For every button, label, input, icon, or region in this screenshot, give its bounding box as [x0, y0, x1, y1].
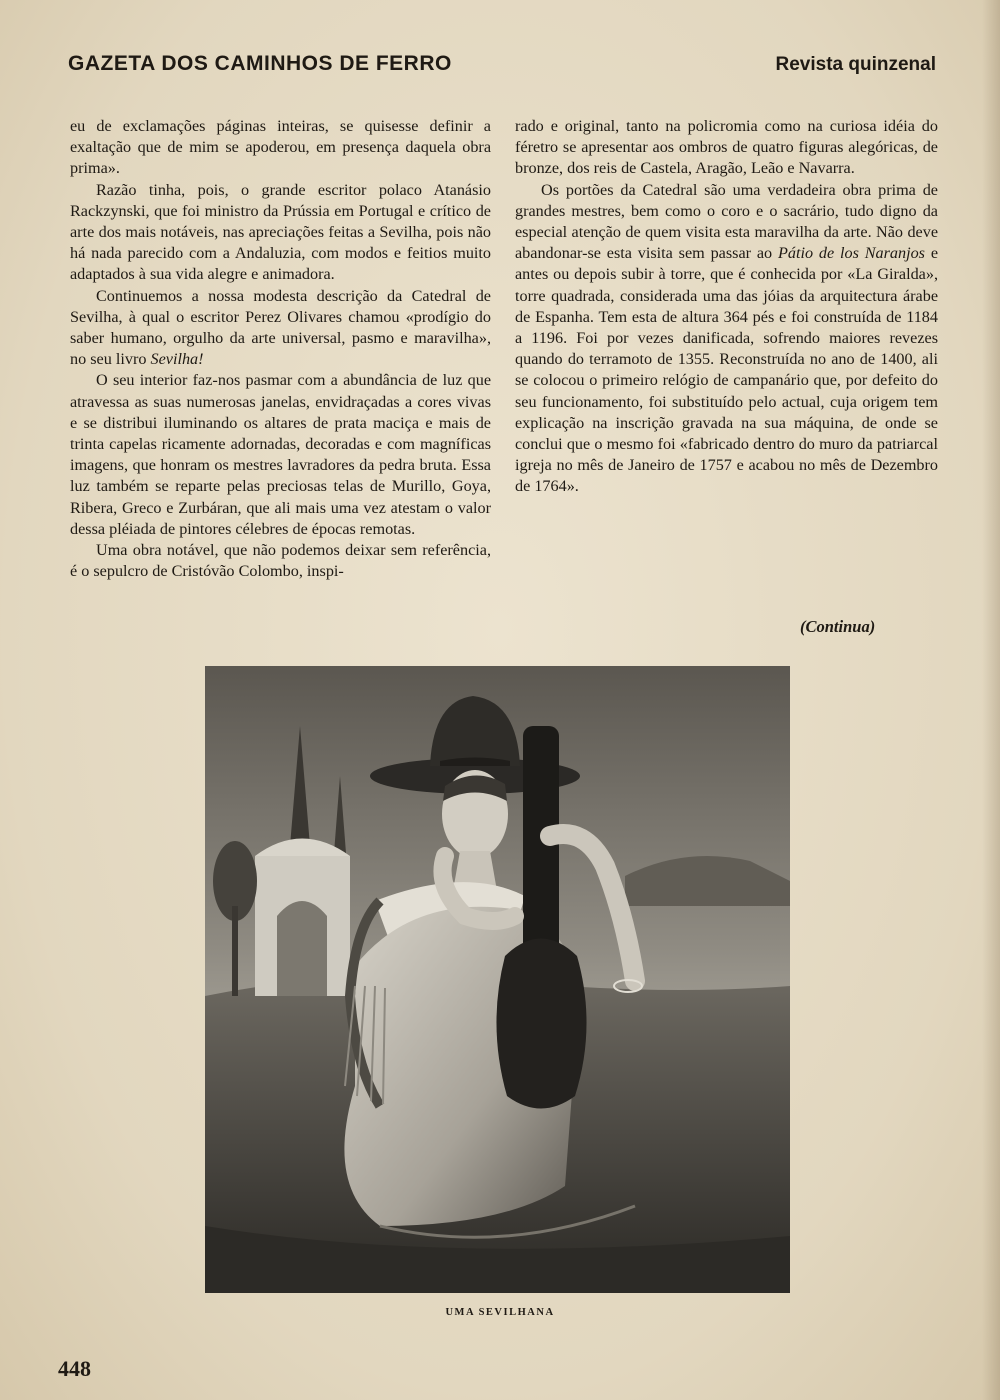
book-title: Sevilha! [150, 350, 204, 369]
paragraph: rado e original, tanto na policromia como na curiosa idéia do féretro se apresentar aos ombros de quatro figuras alegóricas, de bronze, dos reis de Castela, Aragão, Leão e Navarra. [515, 117, 938, 178]
continued-note: (Continua) [800, 617, 876, 636]
sevillana-painting [205, 666, 790, 1293]
paragraph-text: Continuemos a nossa modesta descrição da Catedral de Sevilha, à qual o escritor Perez Olivares chamou «prodígio do saber humano, orgulho da arte universal, pasmo e maravilha», no seu livro [70, 286, 491, 369]
article-column-right [515, 116, 938, 586]
place-name: Pátio de los Naranjos [777, 244, 925, 263]
page-edge-shadow [982, 0, 1000, 1400]
paragraph [515, 180, 938, 498]
paragraph-text: Os portões da Catedral são uma verdadeira obra prima de grandes mestres, bem como o coro e o sacrário, tudo digno da especial atenção de quem visita esta maravilha da arte. Não deve abandonar-se esta visita sem passar ao [515, 180, 938, 263]
illustration-caption: UMA SEVILHANA [445, 1307, 555, 1318]
paragraph-text: e antes ou depois subir à torre, que é conhecida por «La Giralda», torre quadrada, considerada uma das jóias da arquitectura árabe de Espanha. Tem esta de altura 364 pés e foi construída de 1184 a 1196. Foi por vezes danificada, sofrendo maiores revezes quando do terramoto de 1355. Reconstruída no ano de 1400, ali se colocou o primeiro relógio de campanário que, por defeito do seu funcionamento, foi substituído pelo actual, cuja origem tem explicação na inscrição gravada na sua máquina, de onde se conclui que o mesmo foi «fabricado dentro do muro da patriarcal igreja no mês de Janeiro de 1757 e acabou no mês de Dezembro de 1764». [515, 244, 938, 496]
paragraph: Uma obra notável, que não podemos deixar sem referência, é o sepulcro de Cristóvão Colombo, inspi- [70, 541, 491, 581]
page-number: 448 [58, 1356, 91, 1381]
paragraph: O seu interior faz-nos pasmar com a abundância de luz que atravessa as suas numerosas janelas, envidraçadas a cores vivas e se distribui iluminando os altares de prata maciça e mais de trinta capelas ricamente adornadas, decoradas e com magníficas imagens, que honram os mestres lavradores da pedra bruta. Essa luz também se reparte pelas preciosas telas de Murillo, Goya, Ribera, Greco e Zurbáran, que ali mais uma vez atestam o valor dessa pléiada de pintores célebres de épocas remotas. [70, 371, 491, 538]
paragraph [70, 286, 491, 371]
page-header [68, 52, 936, 82]
journal-title: GAZETA DOS CAMINHOS DE FERRO [68, 52, 452, 75]
journal-subtitle: Revista quinzenal [775, 54, 936, 75]
painting-illustration [205, 666, 790, 1293]
article-column-left [70, 116, 491, 646]
paragraph: eu de exclamações páginas inteiras, se quisesse definir a exaltação que de mim se apoderou, em presença daquela obra prima». [70, 117, 491, 178]
paragraph: Razão tinha, pois, o grande escritor polaco Atanásio Rackzynski, que foi ministro da Prússia em Portugal e crítico de arte dos mais notáveis, nas apreciações feitas a Sevilha, pois não há nada parecido com a Andaluzia, com modos e feitios muito adaptados à sua vida alegre e animadora. [70, 180, 491, 284]
